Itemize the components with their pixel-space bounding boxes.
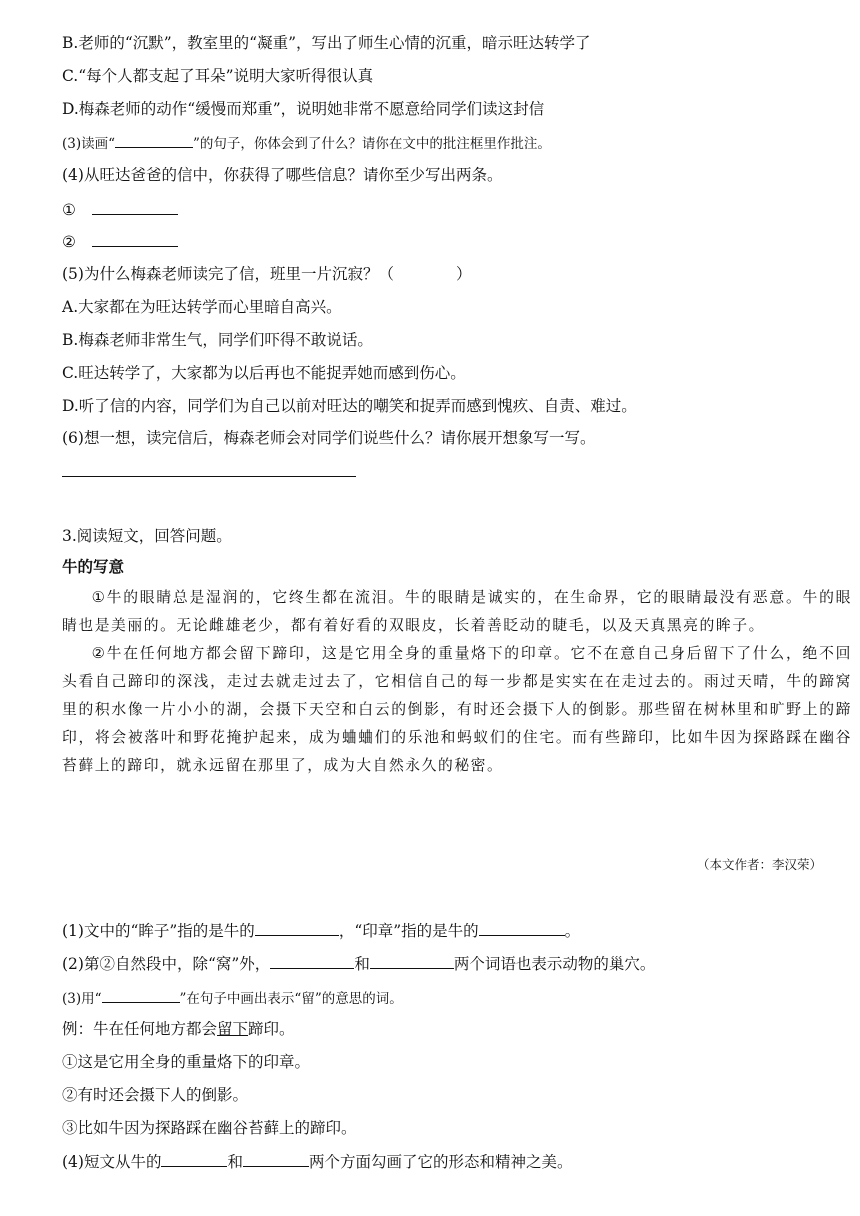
answer-blank[interactable] bbox=[92, 231, 178, 247]
sentence-3[interactable]: ③比如牛因为探路踩在幽谷苔藓上的蹄印。 bbox=[62, 1119, 357, 1137]
section-3-heading: 3.阅读短文，回答问题。 bbox=[62, 527, 232, 545]
question-5: (5)为什么梅森老师读完了信，班里一片沉寂？（ ） bbox=[62, 265, 472, 283]
q5-option-b: B.梅森老师非常生气，同学们吓得不敢说话。 bbox=[62, 331, 373, 349]
q5-option-d: D.听了信的内容，同学们为自己以前对旺达的嘲笑和捉弄而感到愧疚、自责、难过。 bbox=[62, 397, 637, 415]
answer-line-1: ① bbox=[62, 199, 178, 220]
answer-blank[interactable] bbox=[255, 920, 339, 936]
option-b: B.老师的“沉默”，教室里的“凝重”，写出了师生心情的沉重，暗示旺达转学了 bbox=[62, 34, 591, 52]
passage-body bbox=[62, 584, 852, 780]
answer-blank[interactable] bbox=[161, 1151, 227, 1167]
question-6: (6)想一想，读完信后，梅森老师会对同学们说些什么？请你展开想象写一写。 bbox=[62, 429, 596, 447]
question-3-line: (3)读画“ ”的句子，你体会到了什么？请你在文中的批注框里作批注。 bbox=[62, 132, 551, 154]
question-4: (4)从旺达爸爸的信中，你获得了哪些信息？请你至少写出两条。 bbox=[62, 166, 503, 184]
answer-line-2: ② bbox=[62, 231, 178, 252]
answer-line[interactable] bbox=[62, 476, 356, 477]
paragraph-2: ②牛在任何地方都会留下蹄印，这是它用全身的重量烙下的印章。它不在意自己身后留下了什么，绝不回头看自己蹄印的深浅，走过去就走过去了，它相信自己的每一步都是实实在在走过去的。雨过天晴，牛的蹄窝里的积水像一片小小的湖，会摄下天空和白云的倒影，有时还会摄下人的倒影。那些留在树林里和旷野上的蹄印，将会被落叶和野花掩护起来，成为蛐蛐们的乐池和蚂蚁们的住宅。而有些蹄印，比如牛因为探路踩在幽谷苔藓上的蹄印，就永远留在那里了，成为大自然永久的秘密。 bbox=[62, 645, 852, 774]
option-c: C.“每个人都支起了耳朵”说明大家听得很认真 bbox=[62, 67, 374, 85]
paragraph-1: ①牛的眼睛总是湿润的，它终生都在流泪。牛的眼睛是诚实的，在生命界，它的眼睛最没有恶意。牛的眼睛也是美丽的。无论雌雄老少，都有着好看的双眼皮，长着善眨动的睫毛，以及天真黑亮的眸子。 bbox=[62, 589, 852, 634]
sentence-2[interactable]: ②有时还会摄下人的倒影。 bbox=[62, 1086, 249, 1104]
answer-blank[interactable] bbox=[115, 132, 193, 148]
example-sentence: 例：牛在任何地方都会留下蹄印。 bbox=[62, 1020, 295, 1038]
question-4-passage: (4)短文从牛的 和 两个方面勾画了它的形态和精神之美。 bbox=[62, 1153, 573, 1171]
answer-blank[interactable] bbox=[243, 1151, 309, 1167]
answer-blank[interactable] bbox=[270, 953, 354, 969]
answer-blank[interactable] bbox=[102, 987, 180, 1003]
question-1: (1)文中的“眸子”指的是牛的 ，“印章”指的是牛的 。 bbox=[62, 922, 581, 940]
question-3: (3)用“ ”在句子中画出表示“留”的意思的词。 bbox=[62, 987, 403, 1009]
q5-option-c: C.旺达转学了，大家都为以后再也不能捉弄她而感到伤心。 bbox=[62, 364, 466, 382]
answer-blank[interactable] bbox=[92, 199, 178, 215]
author-note: （本文作者：李汉荣） bbox=[696, 857, 822, 872]
sentence-1[interactable]: ①这是它用全身的重量烙下的印章。 bbox=[62, 1053, 311, 1071]
answer-blank[interactable] bbox=[370, 953, 454, 969]
question-2: (2)第②自然段中，除“窝”外， 和 两个词语也表示动物的巢穴。 bbox=[62, 955, 656, 973]
passage-title: 牛的写意 bbox=[62, 558, 125, 576]
q5-option-a: A.大家都在为旺达转学而心里暗自高兴。 bbox=[62, 298, 342, 316]
option-d: D.梅森老师的动作“缓慢而郑重”，说明她非常不愿意给同学们读这封信 bbox=[62, 100, 545, 118]
answer-blank[interactable] bbox=[479, 920, 565, 936]
